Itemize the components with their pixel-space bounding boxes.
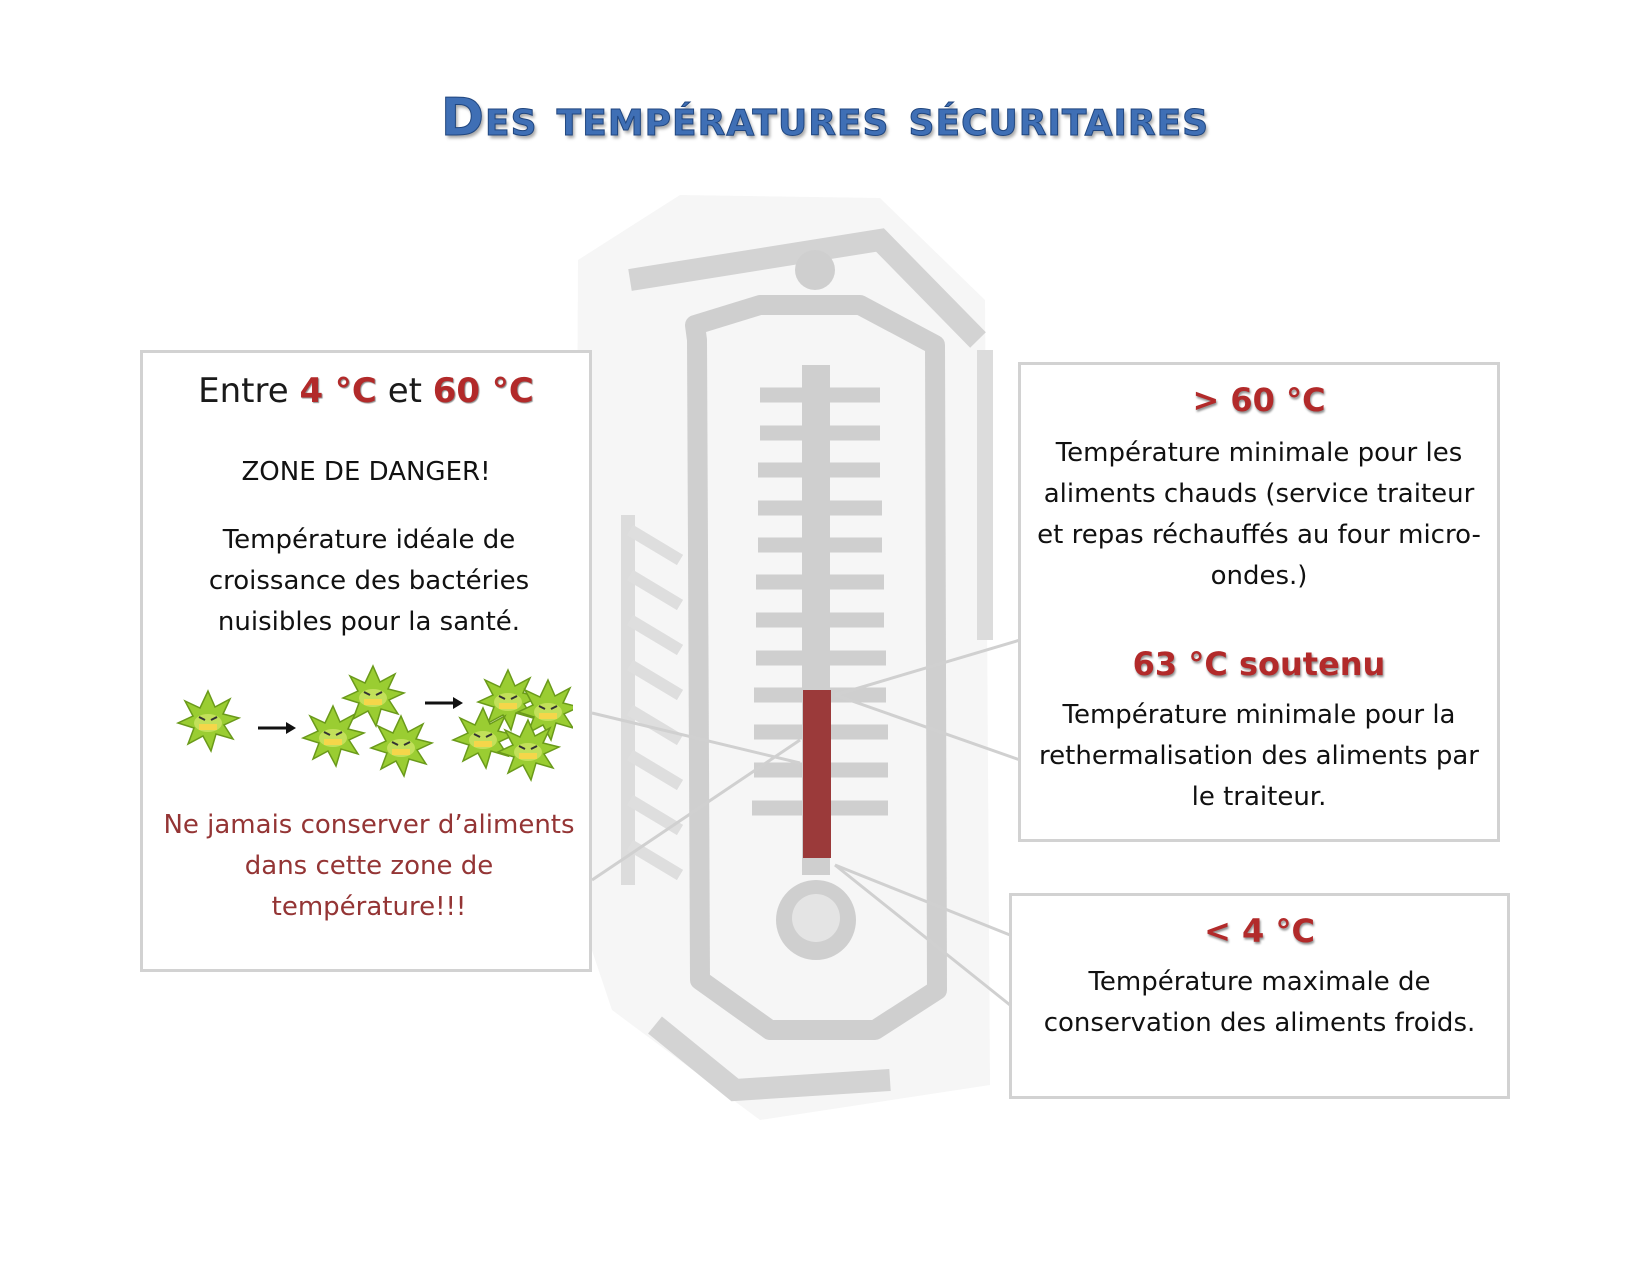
danger-warning: Ne jamais conserver d’aliments dans cette zone de température!!!	[163, 810, 575, 922]
thermometer-icon	[575, 195, 990, 1120]
page-title: Des températures sécuritaires	[440, 88, 1210, 148]
arrow-right-icon	[258, 722, 296, 734]
mercury-column	[803, 690, 831, 858]
danger-zone-heading	[143, 371, 589, 411]
zone-danger-label: ZONE DE DANGER!	[241, 457, 491, 487]
heading-connector: et	[387, 371, 422, 411]
hot-foods-box	[1018, 362, 1500, 842]
cold-threshold-heading: < 4 °C	[1204, 912, 1315, 950]
bacteria-icon	[371, 716, 432, 776]
reheat-threshold-heading: 63 °C soutenu	[1132, 645, 1386, 683]
bacteria-growth-illustration	[163, 658, 573, 783]
danger-description: Température idéale de croissance des bactéries nuisibles pour la santé.	[208, 525, 530, 637]
arrow-right-icon	[425, 697, 463, 709]
reheat-threshold-text: Température minimale pour la rethermalisation des aliments par le traiteur.	[1039, 700, 1479, 812]
hot-threshold-heading: > 60 °C	[1192, 381, 1326, 419]
hot-threshold-text: Température minimale pour les aliments chauds (service traiteur et repas réchauffés au four micro-ondes.)	[1037, 438, 1481, 591]
bacteria-icon	[303, 706, 364, 766]
heading-prefix: Entre	[198, 371, 289, 411]
cold-threshold-text: Température maximale de conservation des aliments froids.	[1043, 967, 1476, 1038]
bacteria-icon	[453, 708, 514, 768]
high-temp-value: 60 °C	[432, 371, 534, 411]
danger-zone-box	[140, 350, 592, 972]
cold-foods-box	[1009, 893, 1510, 1099]
bacteria-icon	[498, 720, 559, 780]
low-temp-value: 4 °C	[299, 371, 377, 411]
bacteria-icon	[178, 691, 239, 751]
